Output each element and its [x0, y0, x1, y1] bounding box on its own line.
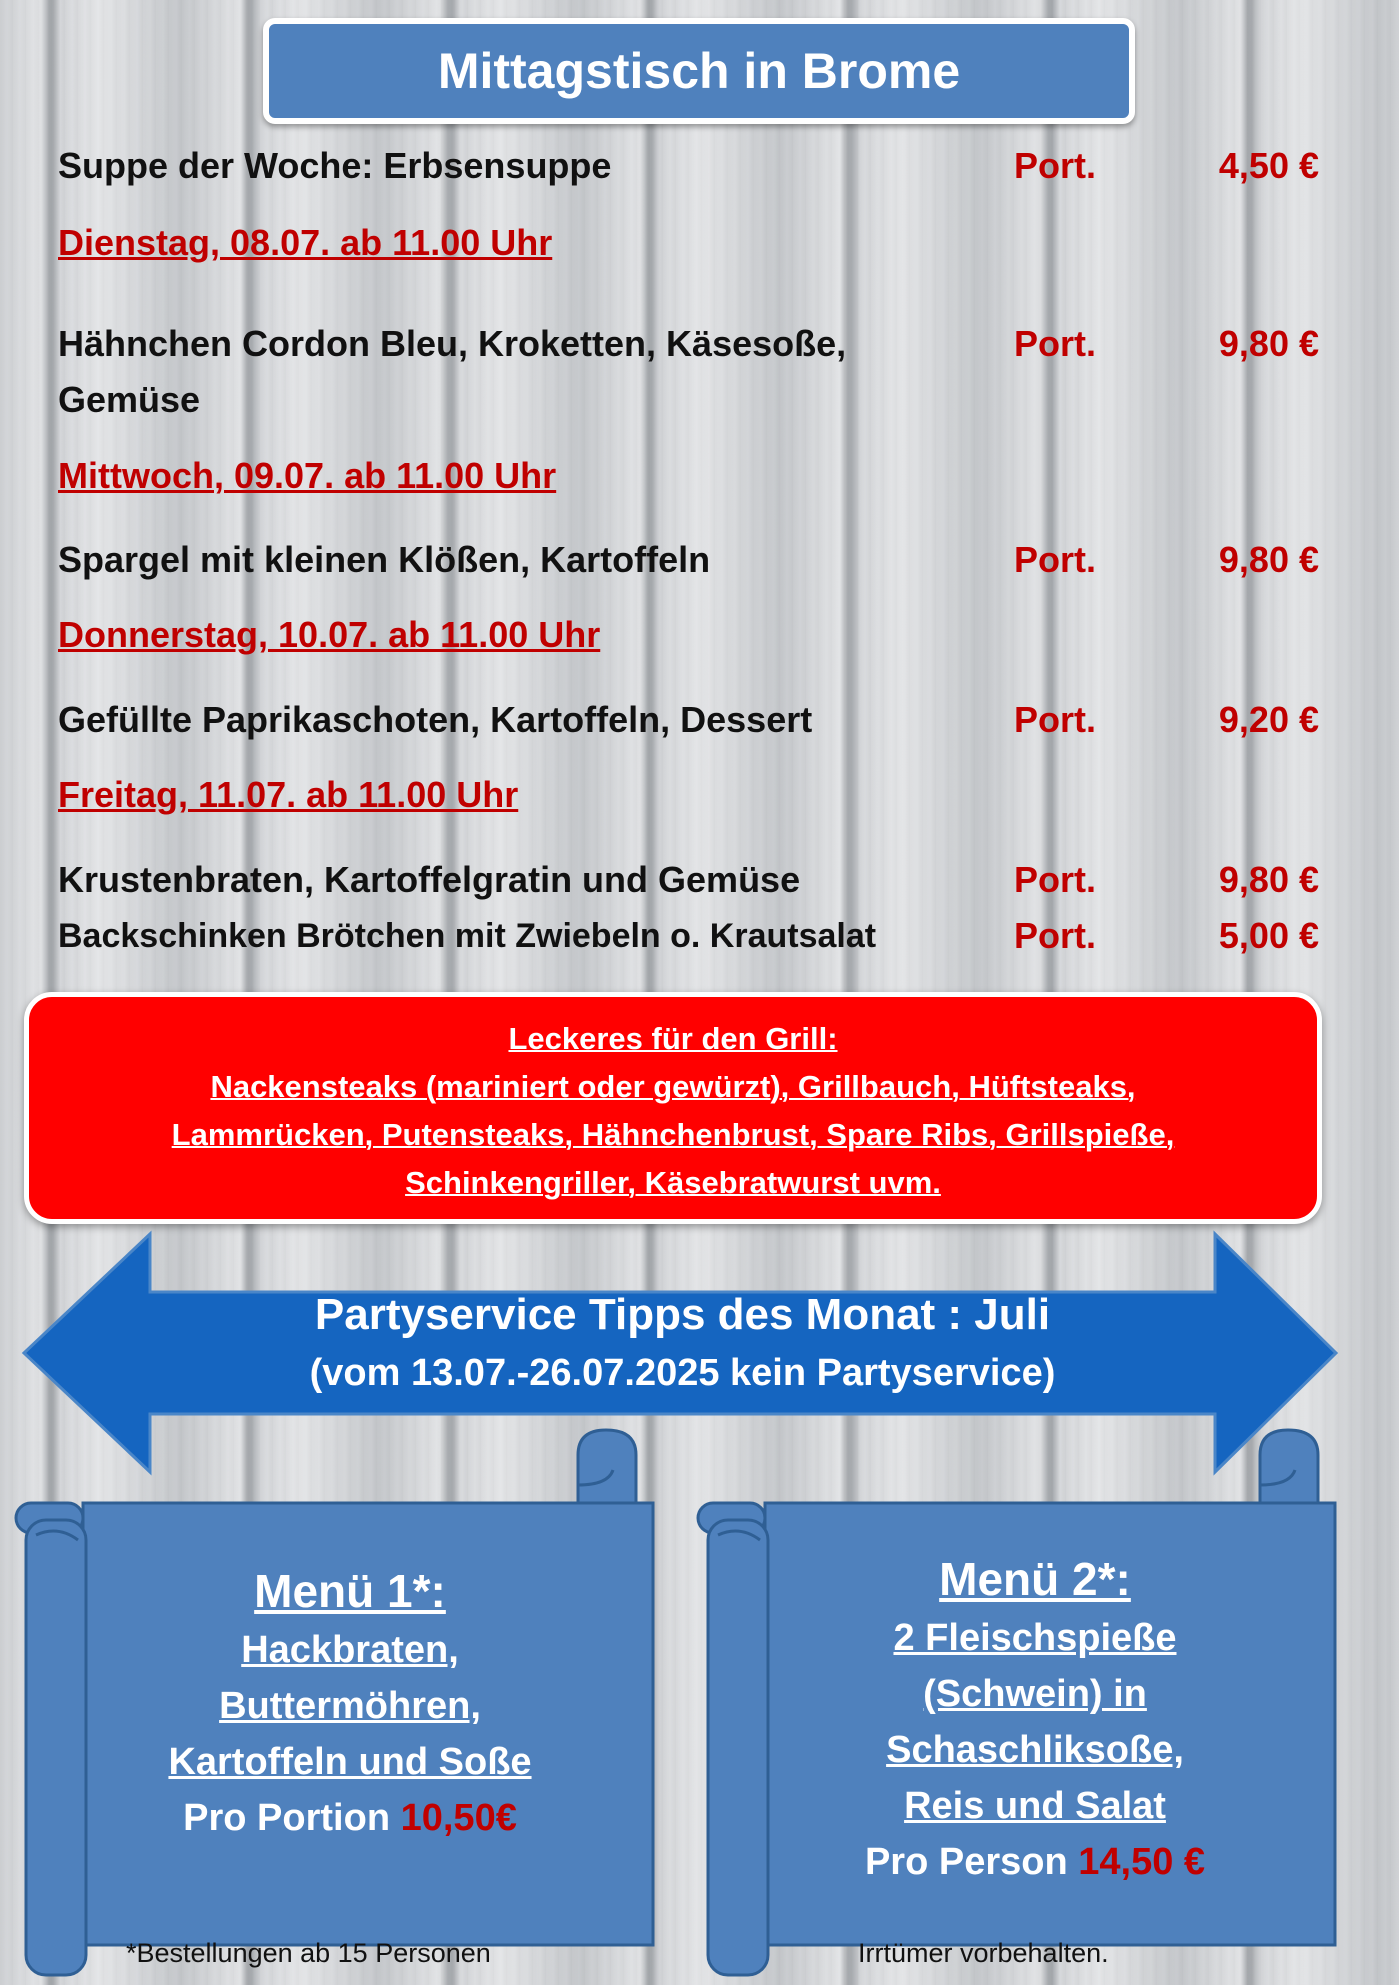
- portion-unit: Port.: [1014, 859, 1097, 900]
- menu-title: Menü 1*:: [254, 1565, 446, 1617]
- footer-note-right: Irrtümer vorbehalten.: [858, 1938, 1109, 1968]
- menu-price-label: Pro Portion: [183, 1797, 391, 1839]
- menu2-content: [810, 1548, 1260, 1890]
- menu-item: Buttermöhren,: [219, 1685, 481, 1727]
- menu-price-label: Pro Person: [864, 1841, 1068, 1883]
- grill-box: [24, 992, 1322, 1224]
- dish-name: Spargel mit kleinen Klößen, Kartoffeln: [58, 539, 711, 580]
- dish-name: Hähnchen Cordon Bleu, Kroketten, Käsesoße,: [58, 323, 847, 364]
- dish-price: 9,80 €: [1218, 323, 1319, 364]
- dish-price: 4,50 €: [1218, 145, 1319, 186]
- day-heading-thursday: Donnerstag, 10.07. ab 11.00 Uhr: [58, 614, 601, 655]
- dish-price: 9,80 €: [1218, 859, 1319, 900]
- portion-unit: Port.: [1014, 323, 1097, 364]
- dish-name: Suppe der Woche: Erbsensuppe: [58, 145, 612, 186]
- portion-unit: Port.: [1014, 145, 1097, 186]
- dish-price: 9,80 €: [1218, 539, 1319, 580]
- dish-price: 9,20 €: [1218, 699, 1319, 740]
- party-note: (vom 13.07.-26.07.2025 kein Partyservice): [309, 1352, 1056, 1394]
- menu-item: (Schwein) in: [923, 1673, 1147, 1715]
- portion-unit: Port.: [1014, 915, 1097, 956]
- day-heading-tuesday: Dienstag, 08.07. ab 11.00 Uhr: [58, 222, 553, 263]
- menu1-content: [130, 1560, 570, 1846]
- day-heading-wednesday: Mittwoch, 09.07. ab 11.00 Uhr: [58, 455, 557, 496]
- day-heading-friday: Freitag, 11.07. ab 11.00 Uhr: [58, 774, 519, 815]
- dish-price: 5,00 €: [1218, 915, 1319, 956]
- menu-item: Schaschliksoße,: [886, 1729, 1184, 1771]
- menu-item: 2 Fleischspieße: [893, 1617, 1177, 1659]
- menu-price-line: [130, 1790, 570, 1846]
- dish-name: Backschinken Brötchen mit Zwiebeln o. Krautsalat: [58, 917, 877, 955]
- menu-item: Hackbraten,: [241, 1629, 459, 1671]
- grill-line: Nackensteaks (mariniert oder gewürzt), Grillbauch, Hüftsteaks,: [210, 1069, 1136, 1104]
- portion-unit: Port.: [1014, 539, 1097, 580]
- dish-name: Gefüllte Paprikaschoten, Kartoffeln, Dessert: [58, 699, 813, 740]
- footer-note-left: *Bestellungen ab 15 Personen: [126, 1938, 491, 1968]
- dish-name: Krustenbraten, Kartoffelgratin und Gemüse: [58, 859, 801, 900]
- grill-line: Lammrücken, Putensteaks, Hähnchenbrust, Spare Ribs, Grillspieße,: [171, 1117, 1175, 1152]
- grill-line: Schinkengriller, Käsebratwurst uvm.: [405, 1165, 941, 1200]
- menu-price: 10,50€: [400, 1797, 517, 1839]
- grill-heading: Leckeres für den Grill:: [508, 1021, 838, 1056]
- menu-item: Reis und Salat: [904, 1785, 1166, 1827]
- menu-price-line: [810, 1834, 1260, 1890]
- portion-unit: Port.: [1014, 699, 1097, 740]
- page-title: Mittagstisch in Brome: [437, 43, 961, 99]
- menu-title: Menü 2*:: [939, 1553, 1131, 1605]
- party-headline: Partyservice Tipps des Monat : Juli: [314, 1290, 1051, 1339]
- menu-item: Kartoffeln und Soße: [168, 1741, 532, 1783]
- dish-name-line2: Gemüse: [58, 379, 201, 420]
- menu-price: 14,50 €: [1078, 1841, 1206, 1883]
- title-banner: [263, 18, 1135, 124]
